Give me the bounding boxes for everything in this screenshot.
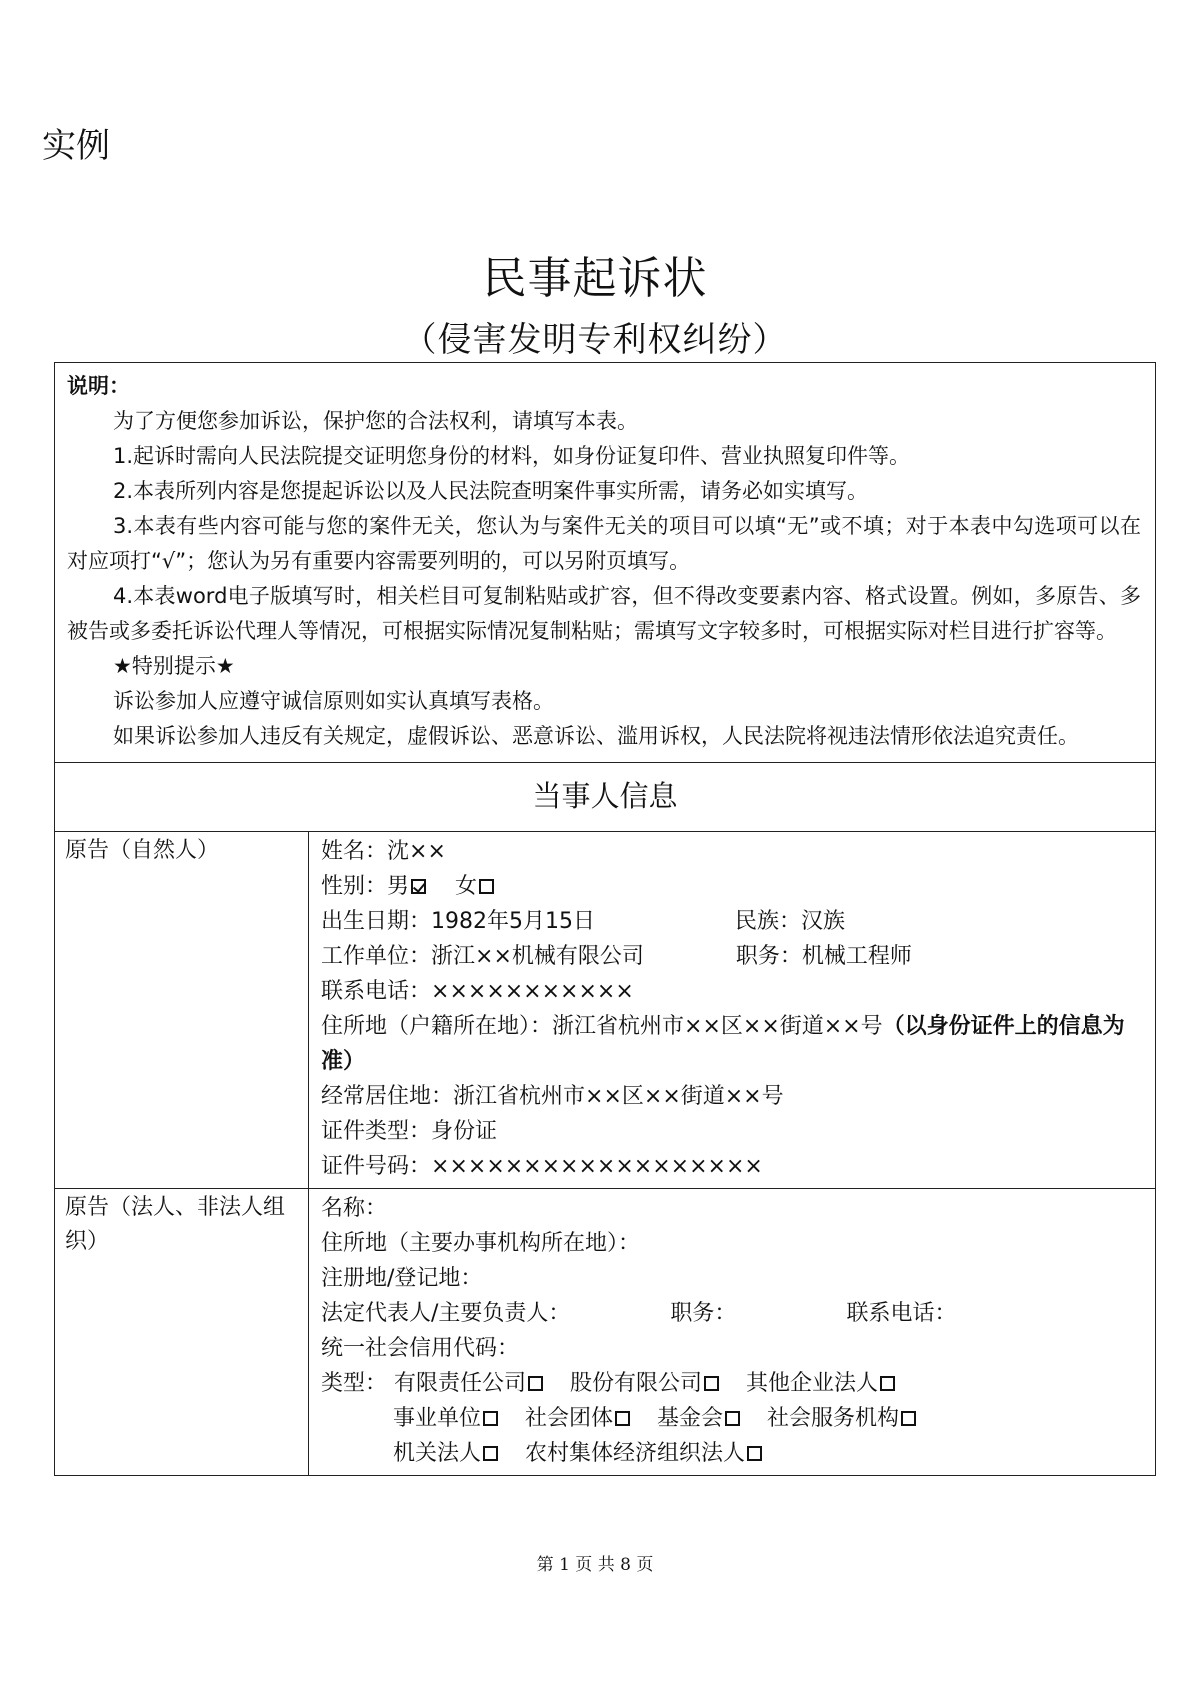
type-checkbox[interactable] [528, 1376, 543, 1391]
complaint-form [54, 362, 1156, 1476]
gender-label: 性别： [321, 874, 388, 899]
plaintiff-person-row [55, 832, 1155, 1188]
type-option-label: 有限责任公司 [394, 1371, 527, 1396]
instruction-paragraph: 1.起诉时需向人民法院提交证明您身份的材料，如身份证复印件、营业执照复印件等。 [113, 444, 911, 468]
instruction-paragraph: 2.本表所列内容是您提起诉讼以及人民法院查明案件事实所需，请务必如实填写。 [113, 479, 869, 503]
org-type-label: 类型： [321, 1371, 388, 1396]
type-checkbox[interactable] [880, 1376, 895, 1391]
ethnic-value: 汉族 [801, 909, 846, 934]
type-option-label: 基金会 [657, 1406, 724, 1431]
type-checkbox[interactable] [747, 1446, 762, 1461]
document-subtitle: （侵害发明专利权纠纷） [402, 320, 788, 360]
type-option-label: 社会服务机构 [767, 1406, 900, 1431]
id-type-label: 证件类型： [321, 1119, 432, 1144]
special-notice-heading: ★特别提示★ [113, 654, 235, 678]
address-note: （以身份证件上的信息为准） [321, 1014, 1125, 1074]
instruction-paragraph: 诉讼参加人应遵守诚信原则如实认真填写表格。 [113, 689, 554, 713]
type-option-label: 其他企业法人 [746, 1371, 879, 1396]
org-position-label: 职务： [670, 1301, 737, 1326]
type-checkbox[interactable] [704, 1376, 719, 1391]
ethnic-label: 民族： [735, 909, 802, 934]
position-value: 机械工程师 [801, 944, 912, 969]
address-value: 浙江省杭州市××区××街道××号 [552, 1014, 883, 1039]
male-checkbox[interactable] [411, 879, 426, 894]
birth-label: 出生日期： [321, 909, 432, 934]
org-phone-label: 联系电话： [846, 1301, 957, 1326]
type-option-label: 农村集体经济组织法人 [525, 1441, 746, 1466]
address-label: 住所地（户籍所在地）： [321, 1014, 553, 1039]
birth-value: 1982年5月15日 [431, 909, 595, 934]
plaintiff-person-label: 原告（自然人） [55, 832, 309, 1188]
plaintiff-person-details [309, 832, 1155, 1188]
female-option: 女 [455, 874, 478, 899]
id-number-value: ×××××××××××××××××× [431, 1154, 763, 1179]
instruction-paragraph: 为了方便您参加诉讼，保护您的合法权利，请填写本表。 [113, 409, 638, 433]
work-label: 工作单位： [321, 944, 432, 969]
document-title: 民事起诉状 [482, 253, 708, 304]
work-value: 浙江××机械有限公司 [431, 944, 644, 969]
type-checkbox[interactable] [615, 1411, 630, 1426]
type-option-label: 股份有限公司 [570, 1371, 703, 1396]
id-number-label: 证件号码： [321, 1154, 432, 1179]
plaintiff-org-details [309, 1189, 1155, 1475]
org-address-label: 住所地（主要办事机构所在地）： [321, 1231, 641, 1256]
phone-value: ××××××××××× [431, 979, 634, 1004]
instruction-paragraph: 4.本表word电子版填写时，相关栏目可复制粘贴或扩容，但不得改变要素内容、格式设置。例如，多原告、多被告或多委托诉讼代理人等情况，可根据实际情况复制粘贴；需填写文字较多时，可根据实际对栏目进行扩容等。 [67, 584, 1141, 643]
position-label: 职务： [735, 944, 802, 969]
type-option-label: 事业单位 [393, 1406, 482, 1431]
name-label: 姓名： [321, 839, 388, 864]
org-register-label: 注册地/登记地： [321, 1266, 483, 1291]
party-info-heading: 当事人信息 [55, 763, 1155, 832]
org-credit-code-label: 统一社会信用代码： [321, 1336, 520, 1361]
instruction-paragraph: 如果诉讼参加人违反有关规定，虚假诉讼、恶意诉讼、滥用诉权，人民法院将视违法情形依法追究责任。 [113, 724, 1079, 748]
residence-value: 浙江省杭州市××区××街道××号 [453, 1084, 784, 1109]
type-checkbox[interactable] [483, 1446, 498, 1461]
id-type-value: 身份证 [431, 1119, 498, 1144]
male-option: 男 [387, 874, 410, 899]
page-number: 第 1 页 共 8 页 [536, 1555, 654, 1575]
page-heading: 实例 [42, 126, 110, 166]
plaintiff-org-label: 原告（法人、非法人组织） [55, 1189, 309, 1475]
plaintiff-org-row [55, 1188, 1155, 1475]
name-value: 沈×× [387, 839, 446, 864]
type-option-label: 社会团体 [525, 1406, 614, 1431]
residence-label: 经常居住地： [321, 1084, 454, 1109]
female-checkbox[interactable] [479, 879, 494, 894]
instructions-label: 说明： [67, 374, 130, 398]
instruction-paragraph: 3.本表有些内容可能与您的案件无关，您认为与案件无关的项目可以填“无”或不填；对于本表中勾选项可以在对应项打“√”；您认为另有重要内容需要列明的，可以另附页填写。 [67, 514, 1141, 573]
org-name-label: 名称： [321, 1196, 388, 1221]
type-checkbox[interactable] [725, 1411, 740, 1426]
type-checkbox[interactable] [901, 1411, 916, 1426]
instructions-section [55, 363, 1155, 763]
phone-label: 联系电话： [321, 979, 432, 1004]
type-checkbox[interactable] [483, 1411, 498, 1426]
org-rep-label: 法定代表人/主要负责人： [321, 1301, 571, 1326]
type-option-label: 机关法人 [393, 1441, 482, 1466]
